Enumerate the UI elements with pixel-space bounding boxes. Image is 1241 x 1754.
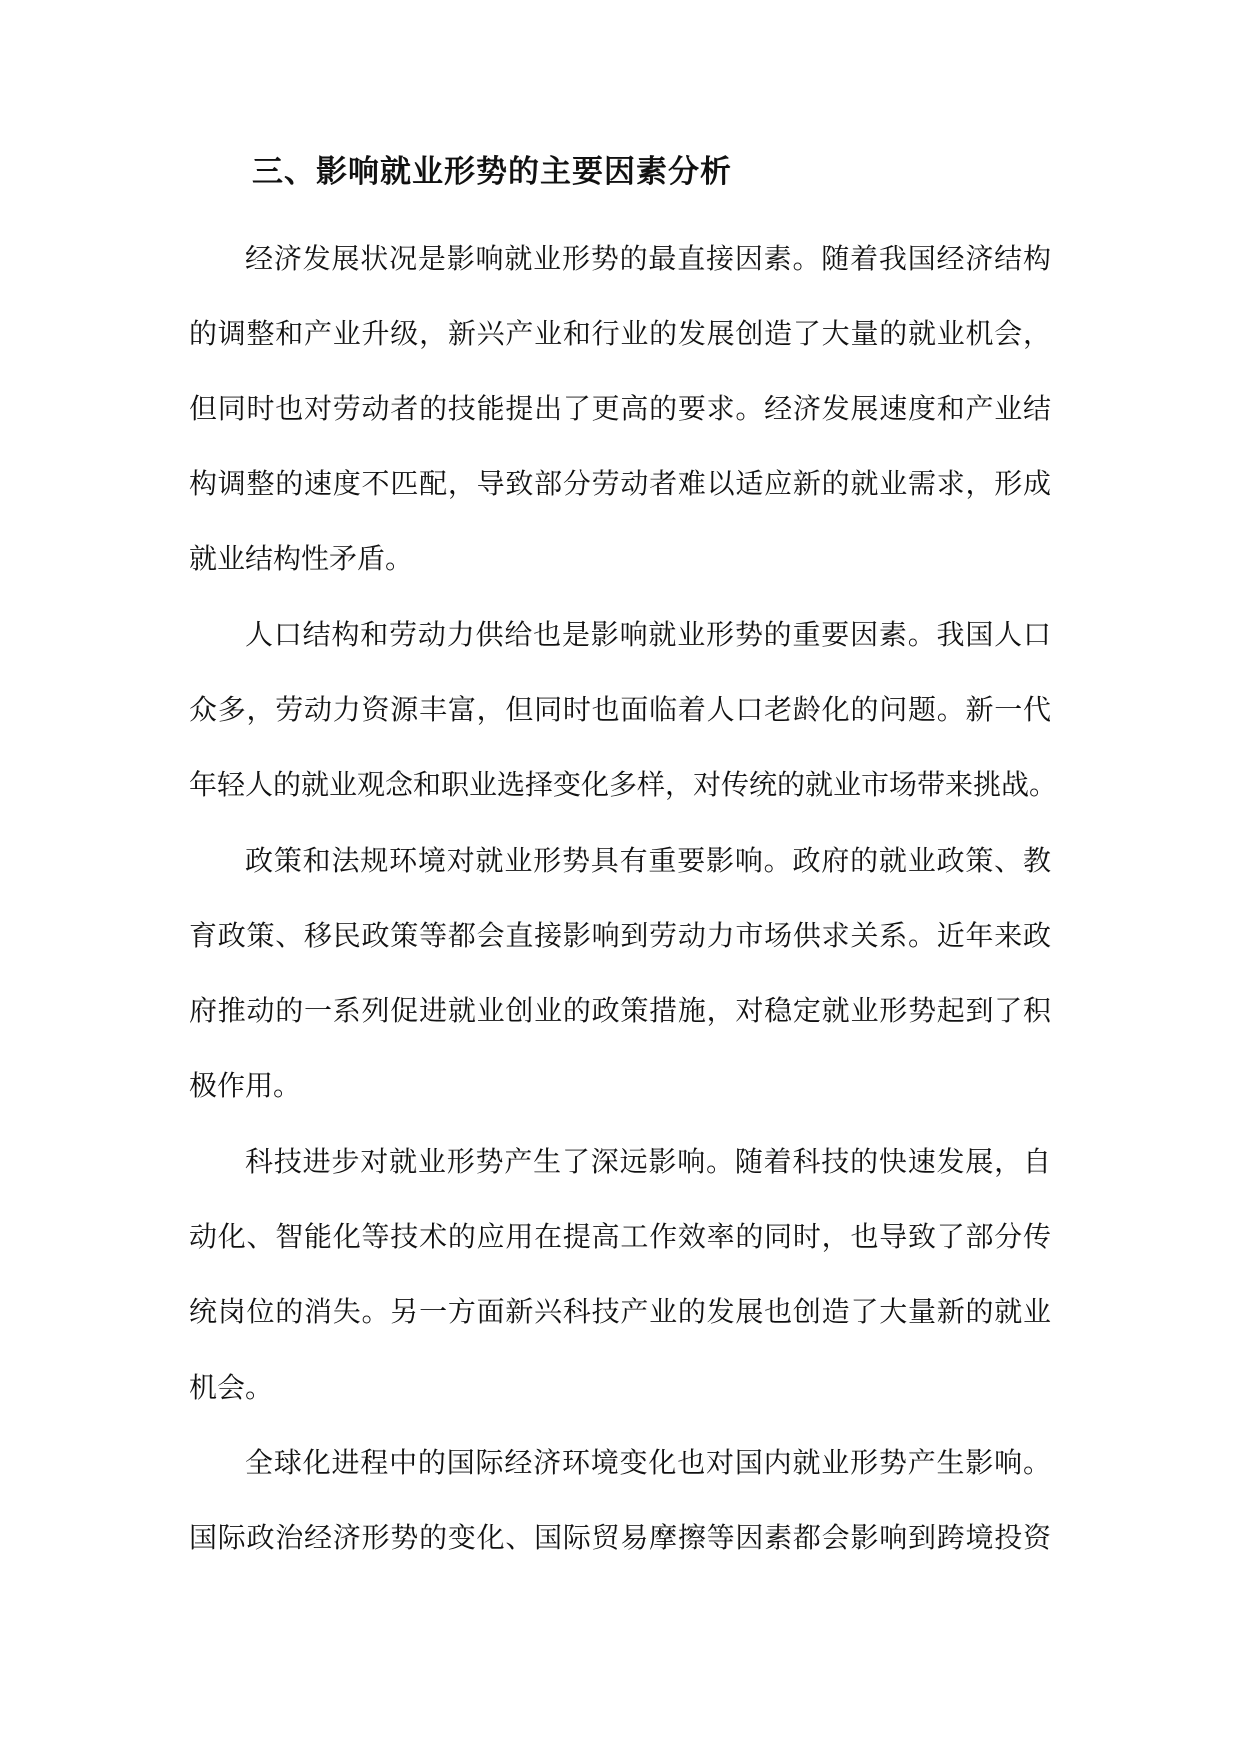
- text-line: 就业结构性矛盾。: [189, 542, 414, 575]
- text-line: 科技进步对就业形势产生了深远影响。随着科技的快速发展，自: [245, 1145, 1051, 1178]
- section-heading: 三、影响就业形势的主要因素分析: [252, 154, 732, 190]
- text-line: 统岗位的消失。另一方面新兴科技产业的发展也创造了大量新的就业: [189, 1295, 1051, 1328]
- text-line: 政策和法规环境对就业形势具有重要影响。政府的就业政策、教: [245, 844, 1051, 877]
- text-line: 的调整和产业升级，新兴产业和行业的发展创造了大量的就业机会，: [189, 317, 1051, 350]
- text-line: 构调整的速度不匹配，导致部分劳动者难以适应新的就业需求，形成: [189, 467, 1051, 500]
- text-line: 人口结构和劳动力供给也是影响就业形势的重要因素。我国人口: [245, 618, 1051, 651]
- text-line: 全球化进程中的国际经济环境变化也对国内就业形势产生影响。: [245, 1446, 1051, 1479]
- text-line: 但同时也对劳动者的技能提出了更高的要求。经济发展速度和产业结: [189, 392, 1051, 425]
- text-line: 众多，劳动力资源丰富，但同时也面临着人口老龄化的问题。新一代: [189, 693, 1051, 726]
- text-line: 经济发展状况是影响就业形势的最直接因素。随着我国经济结构: [245, 242, 1051, 275]
- text-line: 极作用。: [189, 1069, 302, 1102]
- text-line: 年轻人的就业观念和职业选择变化多样，对传统的就业市场带来挑战。: [189, 768, 1058, 801]
- text-line: 府推动的一系列促进就业创业的政策措施，对稳定就业形势起到了积: [189, 994, 1051, 1027]
- text-line: 育政策、移民政策等都会直接影响到劳动力市场供求关系。近年来政: [189, 919, 1051, 952]
- text-line: 国际政治经济形势的变化、国际贸易摩擦等因素都会影响到跨境投资: [189, 1521, 1051, 1554]
- text-line: 动化、智能化等技术的应用在提高工作效率的同时，也导致了部分传: [189, 1220, 1051, 1253]
- text-line: 机会。: [189, 1371, 274, 1404]
